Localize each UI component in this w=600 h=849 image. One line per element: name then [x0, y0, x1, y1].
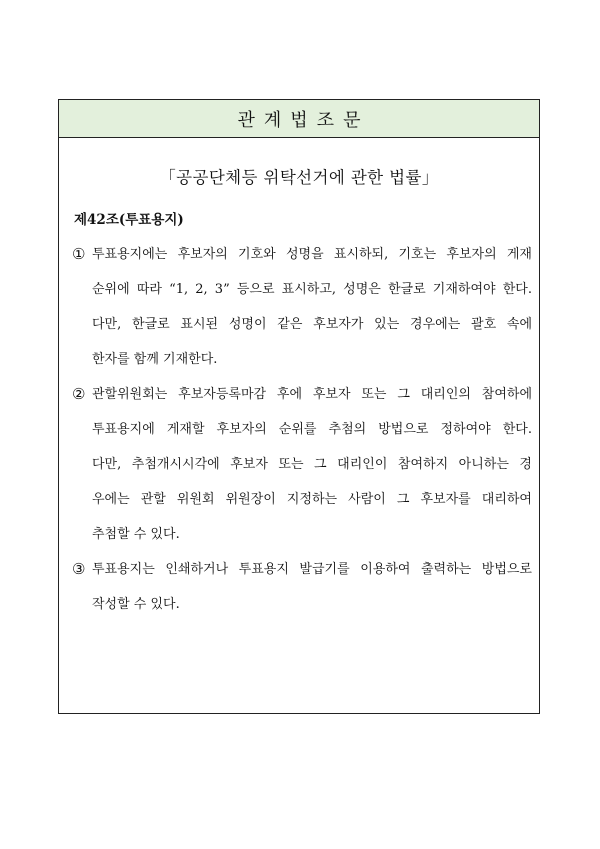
header-title: 관계법조문	[237, 109, 370, 131]
clause-line: 관할위원회는 후보자등록마감 후에 후보자 또는 그 대리인의 참여하에	[92, 387, 532, 402]
clause-line: 투표용지는 인쇄하거나 투표용지 발급기를 이용하여 출력하는 방법으로	[92, 562, 532, 577]
clause-line: 작성할 수 있다.	[92, 597, 180, 612]
law-title: 「공공단체등 위탁선거에 관한 법률」	[159, 168, 439, 187]
clause-2	[72, 377, 532, 552]
header-bar	[59, 100, 539, 138]
clause-3	[72, 552, 532, 622]
article-heading: 제42조(투표용지)	[74, 212, 184, 228]
clause-line: 투표용지에는 후보자의 기호와 성명을 표시하되, 기호는 후보자의 게재	[92, 247, 532, 262]
clause-number: ①	[72, 245, 86, 263]
clause-number: ③	[72, 560, 86, 578]
clause-number: ②	[72, 385, 86, 403]
clause-line: 다만, 추첨개시시각에 후보자 또는 그 대리인이 참여하지 아니하는 경	[92, 457, 532, 472]
clause-line: 다만, 한글로 표시된 성명이 같은 후보자가 있는 경우에는 괄호 속에	[92, 317, 532, 332]
clause-line: 투표용지에 게재할 후보자의 순위를 추첨의 방법으로 정하여야 한다.	[92, 422, 532, 437]
clause-1	[72, 237, 532, 377]
law-reference-box	[58, 99, 540, 714]
clause-line: 한자를 함께 기재한다.	[92, 352, 218, 367]
clause-line: 우에는 관할 위원회 위원장이 지정하는 사람이 그 후보자를 대리하여	[92, 492, 532, 507]
clause-line: 추첨할 수 있다.	[92, 527, 180, 542]
clause-line: 순위에 따라 “1, 2, 3” 등으로 표시하고, 성명은 한글로 기재하여야 한다.	[92, 282, 532, 297]
